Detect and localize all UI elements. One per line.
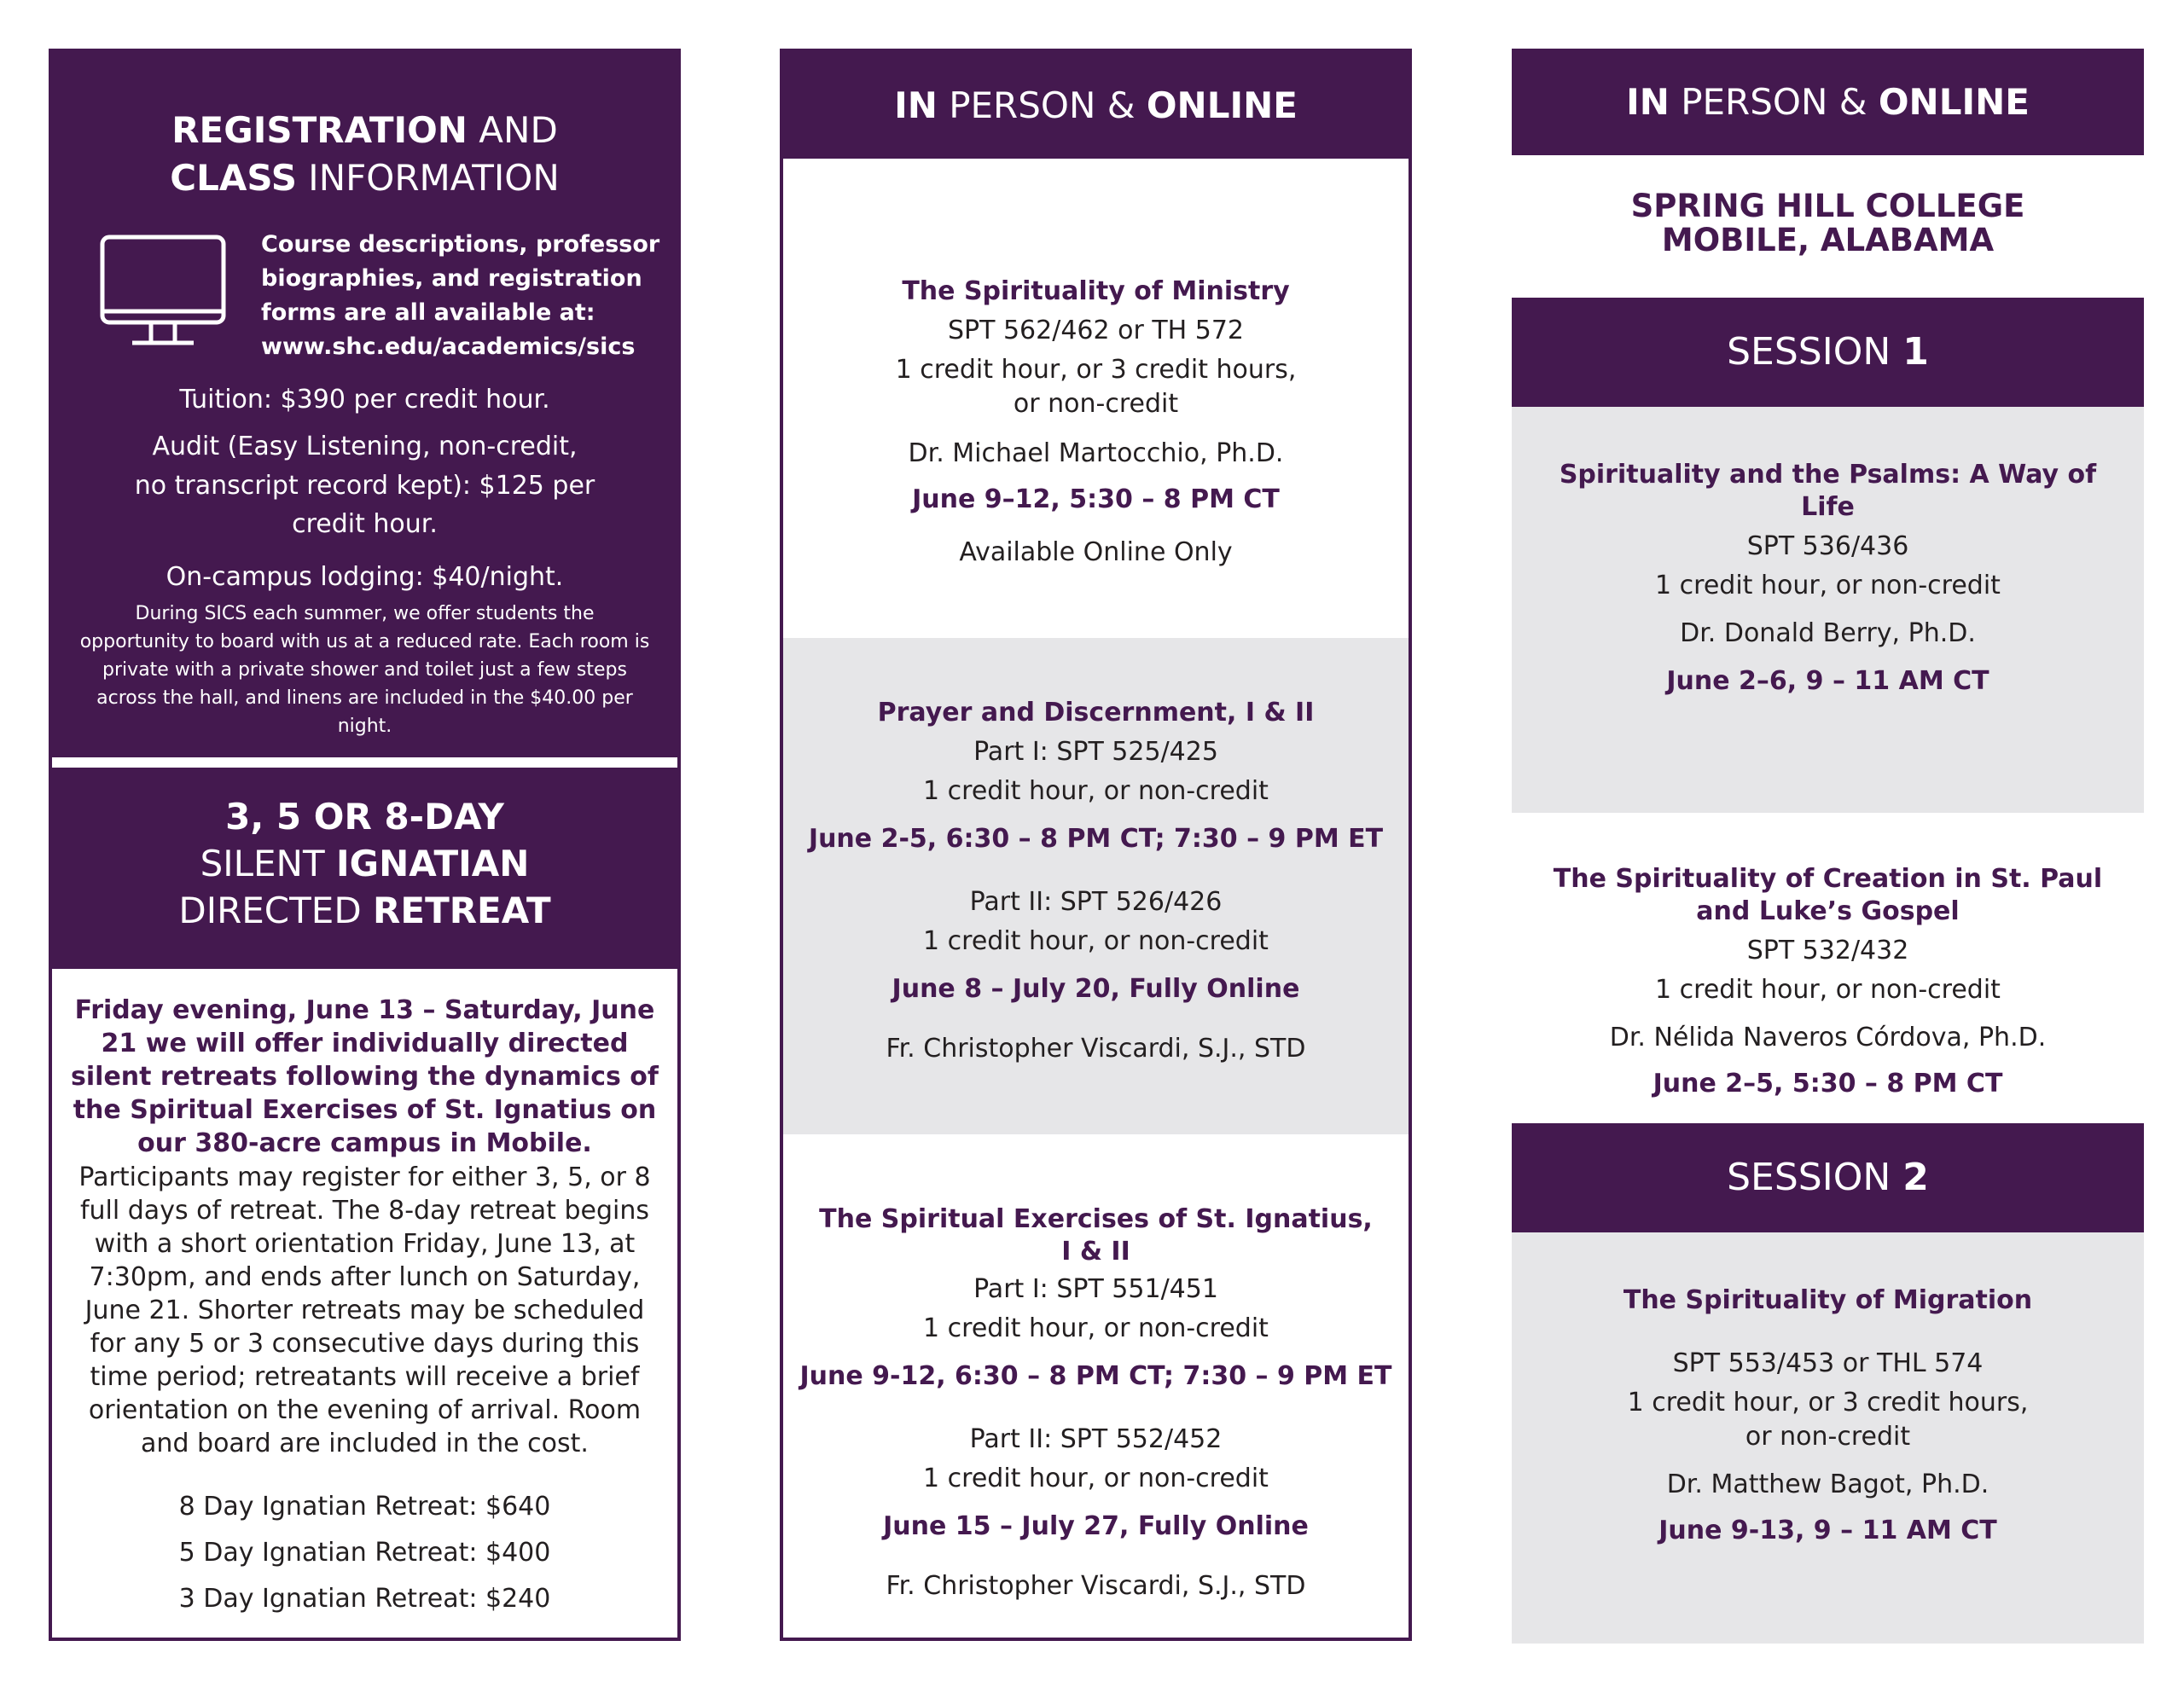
course-part-1: Part I: SPT 525/425 <box>973 737 1218 767</box>
web-note-text: Course descriptions, professor biographies, and registration forms are all available at: <box>261 231 660 326</box>
session-1-header <box>1512 298 2144 407</box>
course-professor: Dr. Matthew Bagot, Ph.D. <box>1666 1470 1989 1499</box>
course-note: Available Online Only <box>959 537 1233 567</box>
retreat-body: Participants may register for either 3, 5, or 8 full days of retreat. The 8-day retreat begins with a short orientation Friday, June 13, at 7:30pm, and ends after lunch on Saturday, June 21. Shorter retreats may be scheduled for any 5 or 3 consecutive days during this time period; retreatants will receive a brief orientation on the evening of arrival. Room and board are included in the cost. <box>78 1162 651 1458</box>
lodging-note: During SICS each summer, we offer students the opportunity to board with us at a reduced rate. Each room is private with a private shower and toilet just a few steps across the hall, and linens are included in the $40.00 per night. <box>79 603 650 737</box>
course-spirituality-and-psalms <box>1512 407 2144 813</box>
header-online: ONLINE <box>1878 81 2030 123</box>
registration-column <box>49 49 681 1641</box>
course-credit: 1 credit hour, or 3 credit hours, <box>1627 1388 2029 1417</box>
retreat-title <box>52 793 677 934</box>
retreat-title-light-3: DIRECTED <box>178 890 374 931</box>
course-dates: June 9–12, 5:30 – 8 PM CT <box>912 484 1280 514</box>
course-code: SPT 536/436 <box>1746 531 1909 561</box>
courses-column <box>780 49 1412 1641</box>
session-label: SESSION <box>1727 1156 1903 1199</box>
tuition-text: Tuition: $390 per credit hour. <box>179 385 550 415</box>
course-title-2: and Luke’s Gospel <box>1696 896 1960 926</box>
divider <box>52 757 677 768</box>
header-in: IN <box>894 84 938 126</box>
course-credit-2: 1 credit hour, or non-credit <box>923 926 1269 956</box>
section-header <box>783 52 1409 159</box>
course-title: The Spiritual Exercises of St. Ignatius, <box>819 1204 1373 1234</box>
course-dates: June 9-13, 9 – 11 AM CT <box>1658 1516 1997 1545</box>
retreat-price-8: 8 Day Ignatian Retreat: $640 <box>178 1492 551 1522</box>
section-header <box>1512 49 2144 155</box>
course-professor: Dr. Nélida Naveros Córdova, Ph.D. <box>1609 1023 2047 1052</box>
header-person: PERSON & <box>937 84 1147 126</box>
course-spirituality-of-ministry <box>783 159 1409 638</box>
course-professor: Fr. Christopher Viscardi, S.J., STD <box>886 1034 1306 1064</box>
course-credit: 1 credit hour, or 3 credit hours, <box>895 355 1297 385</box>
course-title: The Spirituality of Migration <box>1623 1285 2033 1315</box>
header-online: ONLINE <box>1146 84 1298 126</box>
retreat-title-bold-3: RETREAT <box>373 890 551 931</box>
course-dates-2: June 15 – July 27, Fully Online <box>883 1511 1309 1541</box>
course-code: SPT 562/462 or TH 572 <box>947 316 1245 345</box>
course-dates: June 2–5, 5:30 – 8 PM CT <box>1653 1069 2003 1099</box>
sessions-column <box>1512 49 2144 1641</box>
course-code: SPT 553/453 or THL 574 <box>1672 1348 1984 1378</box>
course-title: The Spirituality of Ministry <box>902 276 1290 306</box>
course-professor: Dr. Michael Martocchio, Ph.D. <box>908 438 1284 468</box>
header-person: PERSON & <box>1669 81 1879 123</box>
course-dates-2: June 8 – July 20, Fully Online <box>892 974 1300 1004</box>
course-part-2: Part II: SPT 552/452 <box>969 1424 1223 1454</box>
registration-title-bold-1: REGISTRATION <box>171 109 468 151</box>
course-credit: 1 credit hour, or non-credit <box>923 1313 1269 1343</box>
audit-text-1: Audit (Easy Listening, non-credit, <box>152 432 578 461</box>
registration-title <box>52 107 677 202</box>
course-code: SPT 532/432 <box>1746 936 1909 965</box>
session-number: 1 <box>1902 330 1929 374</box>
retreat-lead: Friday evening, June 13 – Saturday, June 21 we will offer individually directed silent retreats following the dynamics of the Spiritual Exercises of St. Ignatius on our 380-acre campus in Mobile. <box>71 995 659 1158</box>
course-title-2: Life <box>1801 492 1855 522</box>
course-title: The Spirituality of Creation in St. Paul <box>1553 864 2103 894</box>
course-credit: 1 credit hour, or non-credit <box>923 776 1269 806</box>
course-spiritual-exercises <box>783 1134 1409 1638</box>
audit-text-2: no transcript record kept): $125 per <box>134 471 595 501</box>
course-spirituality-of-creation <box>1512 813 2144 1173</box>
course-spirituality-of-migration <box>1512 1232 2144 1644</box>
course-dates-1: June 2-5, 6:30 – 8 PM CT; 7:30 – 9 PM ET <box>808 824 1384 854</box>
session-label: SESSION <box>1727 330 1903 374</box>
course-dates-1: June 9-12, 6:30 – 8 PM CT; 7:30 – 9 PM ET <box>799 1361 1392 1391</box>
course-professor: Fr. Christopher Viscardi, S.J., STD <box>886 1571 1306 1601</box>
session-number: 2 <box>1902 1156 1929 1199</box>
registration-web-note <box>261 228 662 364</box>
college-name: SPRING HILL COLLEGE <box>1630 188 2025 224</box>
college-location <box>1512 189 2144 258</box>
course-title: Prayer and Discernment, I & II <box>877 698 1315 728</box>
course-credit-2: 1 credit hour, or non-credit <box>923 1464 1269 1493</box>
course-credit-2: or non-credit <box>1013 389 1179 419</box>
monitor-icon <box>100 235 226 349</box>
course-title: Spirituality and the Psalms: A Way of <box>1559 460 2097 490</box>
course-credit: 1 credit hour, or non-credit <box>1655 571 2001 600</box>
course-dates: June 2–6, 9 – 11 AM CT <box>1666 666 1989 696</box>
web-url-link[interactable]: www.shc.edu/academics/sics <box>261 333 636 360</box>
course-prayer-and-discernment <box>783 638 1409 1134</box>
registration-title-light-1: AND <box>467 109 558 151</box>
registration-title-light-2: INFORMATION <box>296 157 560 199</box>
course-credit-2: or non-credit <box>1745 1422 1911 1452</box>
course-title-2: I & II <box>1061 1237 1130 1267</box>
retreat-price-3: 3 Day Ignatian Retreat: $240 <box>178 1584 551 1614</box>
registration-title-bold-2: CLASS <box>170 157 297 199</box>
retreat-title-bold-2: IGNATIAN <box>335 843 530 884</box>
course-credit: 1 credit hour, or non-credit <box>1655 975 2001 1005</box>
course-part-1: Part I: SPT 551/451 <box>973 1274 1218 1304</box>
registration-panel <box>52 52 677 757</box>
retreat-header <box>52 768 677 969</box>
retreat-price-5: 5 Day Ignatian Retreat: $400 <box>178 1538 551 1568</box>
header-in: IN <box>1626 81 1670 123</box>
course-part-2: Part II: SPT 526/426 <box>969 887 1223 917</box>
audit-text-3: credit hour. <box>292 509 438 539</box>
retreat-title-light-2: SILENT <box>200 843 336 884</box>
college-city: MOBILE, ALABAMA <box>1661 222 1995 258</box>
course-professor: Dr. Donald Berry, Ph.D. <box>1680 618 1976 648</box>
lodging-text: On-campus lodging: $40/night. <box>166 562 564 592</box>
session-2-header <box>1512 1123 2144 1232</box>
retreat-title-line-1: 3, 5 OR 8-DAY <box>225 796 504 838</box>
